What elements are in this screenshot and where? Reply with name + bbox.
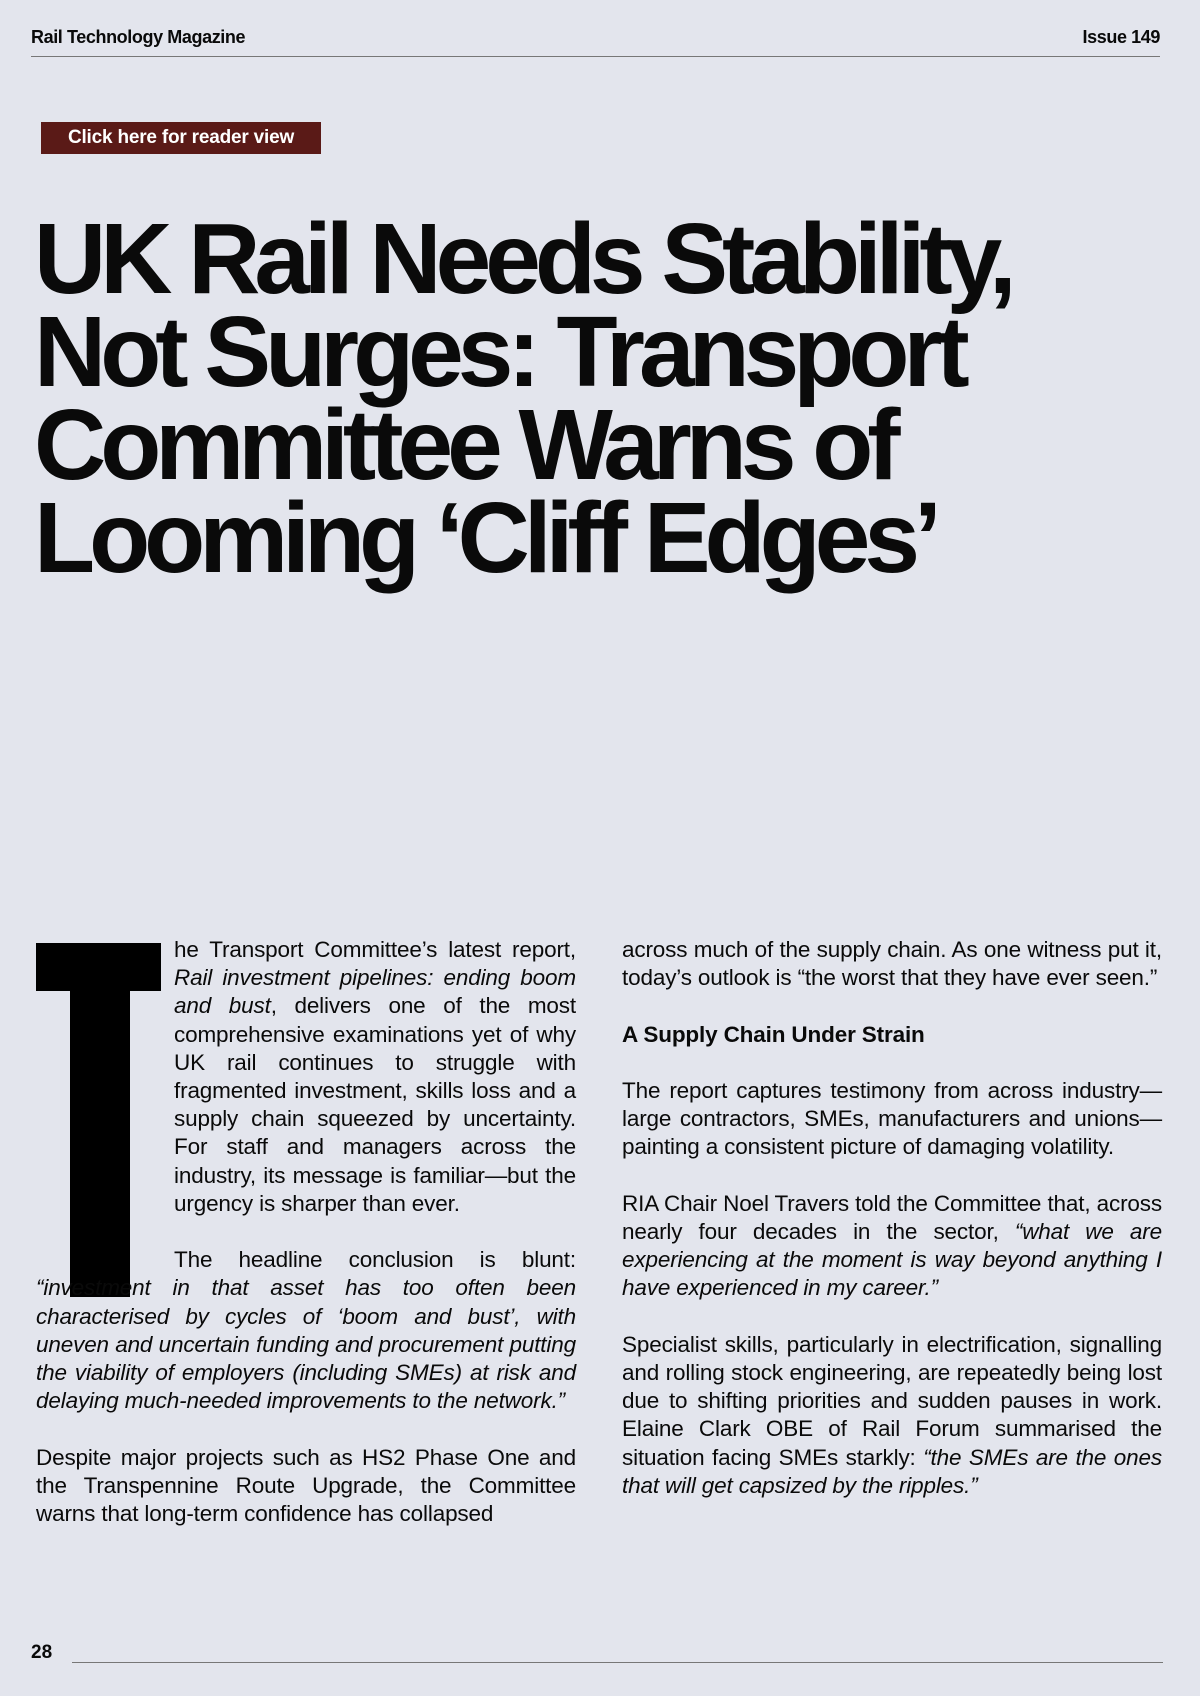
- report-title: Rail investment pipelines: ending boom and bust: [174, 965, 576, 1019]
- headline-line: Looming ‘Cliff Edges’: [34, 482, 936, 594]
- headline-line: Committee Warns of: [34, 389, 895, 501]
- masthead: [31, 24, 1160, 57]
- magazine-name: Rail Technology Magazine: [31, 27, 246, 47]
- quote: “what we are experiencing at the moment is way beyond anything I have experienced in my career.”: [622, 1218, 1162, 1301]
- article-paragraph: Despite major projects such as HS2 Phase One and the Transpennine Route Upgrade, the Committee warns that long-term confidence has collapsed: [36, 1444, 576, 1527]
- article-paragraph: The report captures testimony from across industry—large contractors, SMEs, manufacturers and unions—painting a consistent picture of damaging volatility.: [622, 1077, 1162, 1160]
- article-paragraph: he Transport Committee’s latest report, Rail investment pipelines: ending boom and bust, delivers one of the most comprehensive examinations yet of why UK rail continues to struggle with fragmented investment, skills loss and a supply chain squeezed by uncertainty. For staff and managers across the industry, its message is familiar—but the urgency is sharper than ever.: [174, 937, 576, 1216]
- article-paragraph: Specialist skills, particularly in electrification, signalling and rolling stock engineering, are repeatedly being lost due to shifting priorities and sudden pauses in work. Elaine Clark OBE of Rail Forum summarised the situation facing SMEs starkly: “the SMEs are the ones that will get capsized by the ripples.”: [622, 1331, 1163, 1498]
- page-title: [34, 203, 1134, 594]
- reader-view-button[interactable]: Click here for reader view: [41, 122, 321, 154]
- pull-quote: “investment in that asset has too often been characterised by cycles of ‘boom and bust’, with uneven and uncertain funding and procurement putting the viability of employers (including SMEs) at risk and delaying much-needed improvements to the network.”: [36, 1275, 576, 1414]
- headline-line: UK Rail Needs Stability,: [34, 203, 1011, 315]
- article-paragraph: The headline conclusion is blunt: “investment in that asset has too often been characterised by cycles of ‘boom and bust’, with uneven and uncertain funding and procurement putting the viability of employers (including SMEs) at risk and delaying much-needed improvements to the network.”: [36, 1247, 576, 1414]
- page-number: 28: [31, 1642, 53, 1663]
- section-subheading: A Supply Chain Under Strain: [622, 1021, 925, 1047]
- issue-number: Issue 149: [1082, 27, 1160, 47]
- headline-line: Not Surges: Transport: [34, 296, 964, 408]
- footer-divider: [72, 1662, 1163, 1663]
- article-column-left: [36, 936, 576, 1556]
- quote: “the SMEs are the ones that will get capsized by the ripples.”: [622, 1444, 1163, 1498]
- article-paragraph: across much of the supply chain. As one witness put it, today’s outlook is “the worst that they have ever seen.”: [622, 937, 1162, 991]
- article-column-right: [622, 936, 1162, 1528]
- article-paragraph: RIA Chair Noel Travers told the Committee that, across nearly four decades in the sector, “what we are experiencing at the moment is way beyond anything I have experienced in my career.”: [622, 1190, 1162, 1301]
